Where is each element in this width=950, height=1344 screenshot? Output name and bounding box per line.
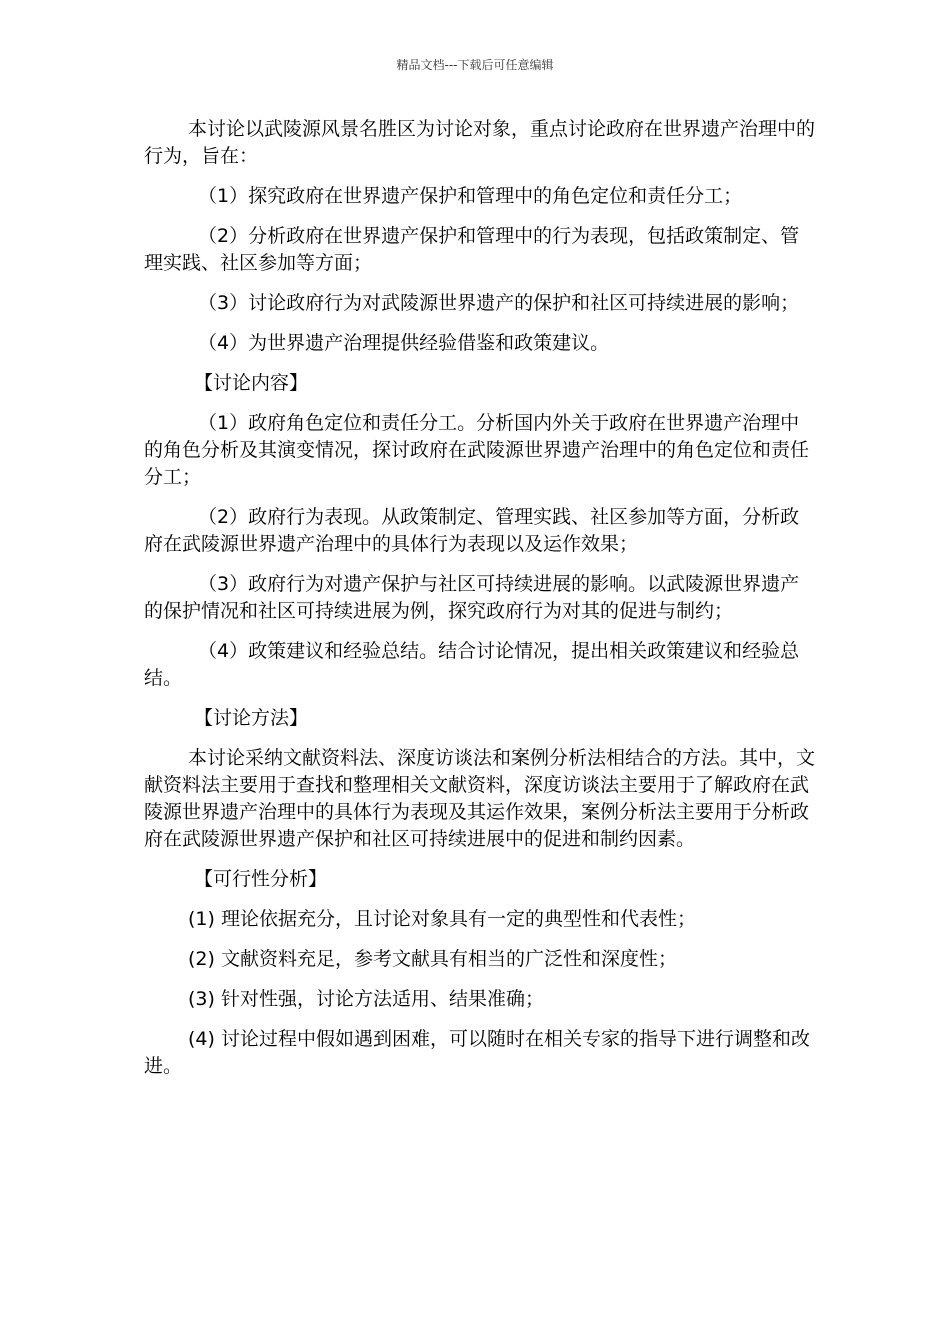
document-body — [144, 116, 816, 1093]
objective-2: （2）分析政府在世界遗产保护和管理中的行为表现，包括政策制定、管理实践、社区参加等方面； — [144, 225, 800, 274]
feasibility-item-1: (1) 理论依据充分，且讨论对象具有一定的典型性和代表性； — [188, 908, 696, 930]
intro-paragraph: 本讨论以武陵源风景名胜区为讨论对象，重点讨论政府在世界遗产治理中的行为，旨在： — [144, 118, 816, 167]
method-paragraph: 本讨论采纳文献资料法、深度访谈法和案例分析法相结合的方法。其中，文献资料法主要用于查找和整理相关文献资料，深度访谈法主要用于了解政府在武陵源世界遗产治理中的具体行为表现及其运作效果，案例分析法主要用于分析政府在武陵源世界遗产保护和社区可持续进展中的促进和制约因素。 — [144, 747, 816, 850]
objective-3: （3）讨论政府行为对武陵源世界遗产的保护和社区可持续进展的影响； — [198, 292, 800, 314]
section-heading-content: 【讨论内容】 — [194, 372, 309, 394]
objective-4: （4）为世界遗产治理提供经验借鉴和政策建议。 — [198, 332, 610, 354]
page-header: 精品文档---下载后可任意编辑 — [396, 58, 554, 72]
feasibility-item-4: (4) 讨论过程中假如遇到困难，可以随时在相关专家的指导下进行调整和改进。 — [144, 1028, 810, 1077]
content-item-1: （1）政府角色定位和责任分工。分析国内外关于政府在世界遗产治理中的角色分析及其演变情况，探讨政府在武陵源世界遗产治理中的角色定位和责任分工； — [144, 412, 810, 488]
section-heading-method: 【讨论方法】 — [194, 707, 309, 729]
section-heading-feasibility: 【可行性分析】 — [194, 868, 328, 890]
feasibility-item-2: (2) 文献资料充足，参考文献具有相当的广泛性和深度性； — [188, 948, 677, 970]
content-item-2: （2）政府行为表现。从政策制定、管理实践、社区参加等方面，分析政府在武陵源世界遗产治理中的具体行为表现以及运作效果； — [144, 506, 800, 555]
content-item-3: （3）政府行为对遗产保护与社区可持续进展的影响。以武陵源世界遗产的保护情况和社区可持续进展为例，探究政府行为对其的促进与制约； — [144, 573, 800, 622]
content-item-4: （4）政策建议和经验总结。结合讨论情况，提出相关政策建议和经验总结。 — [144, 640, 800, 689]
feasibility-item-3: (3) 针对性强，讨论方法适用、结果准确； — [188, 988, 544, 1010]
objective-1: （1）探究政府在世界遗产保护和管理中的角色定位和责任分工； — [198, 185, 743, 207]
